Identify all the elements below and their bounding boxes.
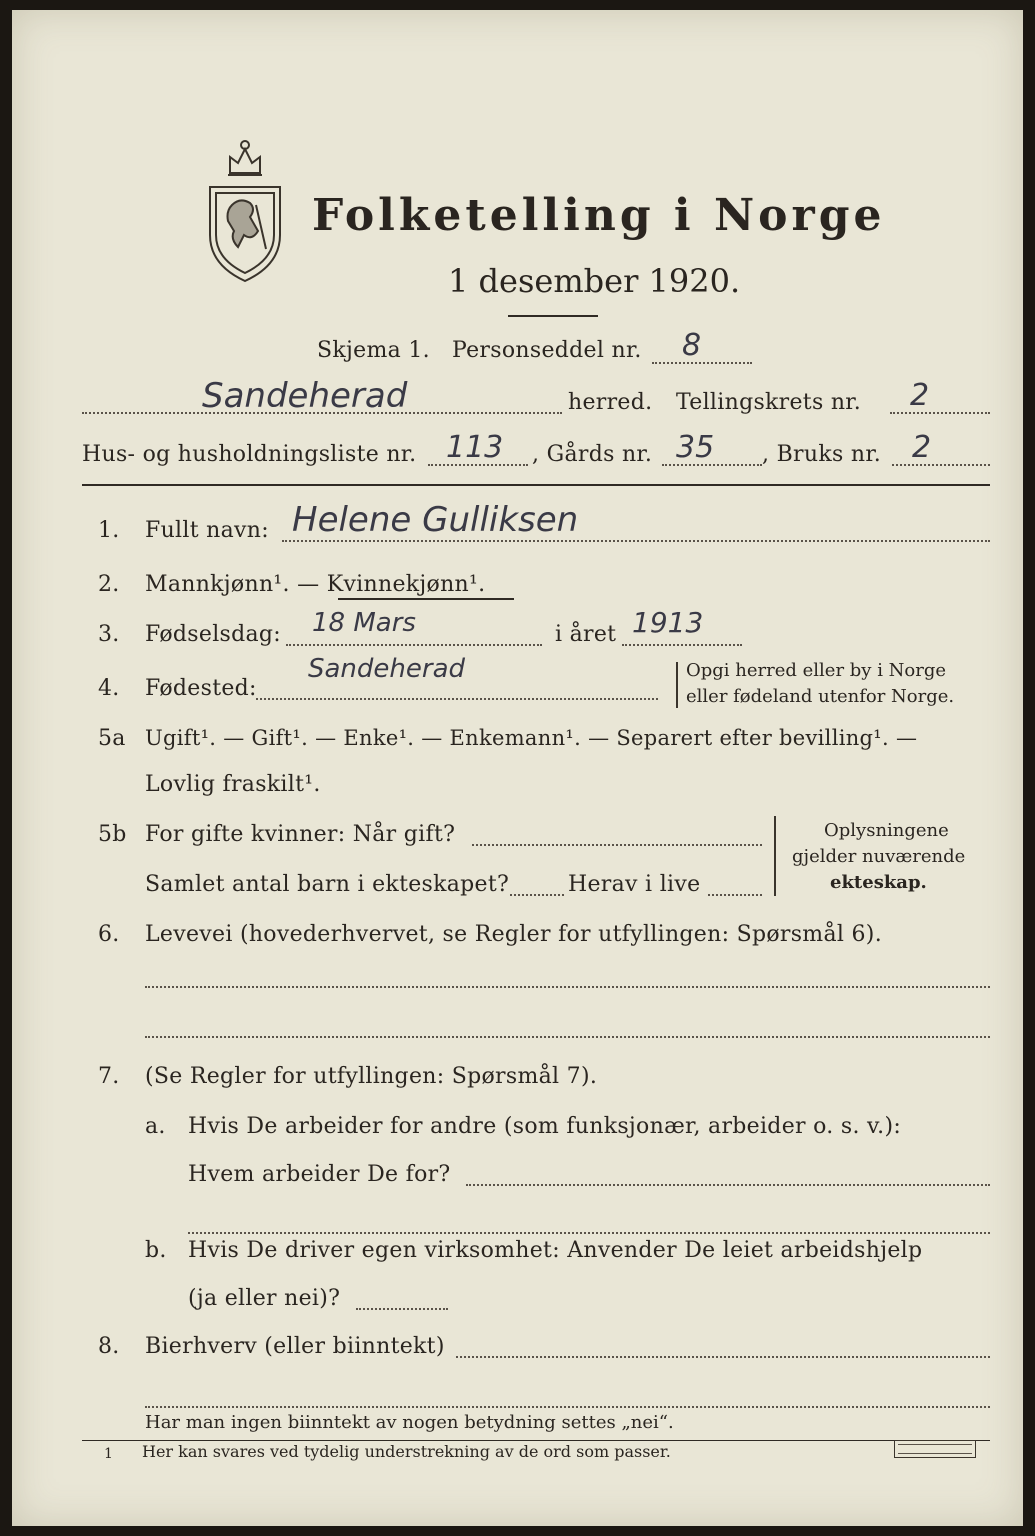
q4-value[interactable]: Sandeherad — [308, 654, 466, 684]
q6-label: Levevei (hovederhvervet, se Regler for utfyllingen: Spørsmål 6). — [145, 922, 882, 947]
q4-label: Fødested: — [145, 676, 257, 701]
footer-rule — [82, 1440, 990, 1441]
gards-value[interactable]: 35 — [676, 430, 715, 465]
q8-label: Bierhverv (eller biinntekt) — [145, 1334, 445, 1359]
q5b-number: 5b — [98, 822, 127, 847]
herred-value[interactable]: Sandeherad — [202, 376, 408, 416]
printer-stamp — [894, 1440, 976, 1458]
pencil-mark — [349, 96, 388, 140]
hus-label: Hus- og husholdningsliste nr. — [82, 442, 417, 467]
q5b-line2a: Samlet antal barn i ekteskapet? — [145, 872, 510, 897]
q7-number: 7. — [98, 1064, 120, 1089]
q5a-line1: Ugift¹. — Gift¹. — Enke¹. — Enkemann¹. — Separert efter bevilling¹. — — [145, 726, 918, 750]
gards-label: , Gårds nr. — [532, 442, 653, 467]
bruks-label: , Bruks nr. — [762, 442, 882, 467]
coat-of-arms-icon — [200, 135, 290, 285]
tellingskrets-label: Tellingskrets nr. — [676, 390, 861, 415]
q6-number: 6. — [98, 922, 120, 947]
q5b-note-line1: Oplysningene — [824, 820, 949, 841]
q7b-line1: Hvis De driver egen virksomhet: Anvender De leiet arbeidshjelp — [188, 1238, 923, 1263]
q2-underline — [338, 598, 514, 600]
schema-label: Skjema 1. — [317, 338, 430, 363]
census-date: 1 desember 1920. — [448, 262, 741, 300]
q5b-line2b: Herav i live — [568, 872, 701, 897]
q8-answer-line2[interactable] — [145, 1406, 990, 1408]
q3-number: 3. — [98, 622, 120, 647]
q3-year-value[interactable]: 1913 — [632, 606, 704, 639]
q7b-number: b. — [145, 1238, 167, 1263]
q8-number: 8. — [98, 1334, 120, 1359]
q1-number: 1. — [98, 518, 120, 543]
q5a-line2: Lovlig fraskilt¹. — [145, 772, 321, 797]
bruks-value[interactable]: 2 — [912, 430, 932, 465]
q7a-number: a. — [145, 1114, 166, 1139]
q7a-line2: Hvem arbeider De for? — [188, 1162, 451, 1187]
footnote-number: 1 — [104, 1446, 113, 1462]
q5b-note-line2: gjelder nuværende — [792, 846, 966, 867]
q4-number: 4. — [98, 676, 120, 701]
q7a-answer-line2[interactable] — [188, 1232, 990, 1234]
q6-answer-line2[interactable] — [145, 1036, 990, 1038]
q4-note-line2: eller fødeland utenfor Norge. — [686, 686, 955, 707]
q7a-line1: Hvis De arbeider for andre (som funksjonær, arbeider o. s. v.): — [188, 1114, 902, 1139]
q8-answer-line1[interactable] — [456, 1356, 990, 1358]
q7a-answer-line1[interactable] — [466, 1184, 990, 1186]
footnote-text: Her kan svares ved tydelig understrekning av de ord som passer. — [142, 1442, 671, 1461]
herred-label: herred. — [568, 390, 653, 415]
personseddel-value[interactable]: 8 — [682, 328, 702, 363]
form-title: Folketelling i Norge — [312, 190, 886, 241]
q4-note-line1: Opgi herred eller by i Norge — [686, 660, 947, 681]
q5b-line1: For gifte kvinner: Når gift? — [145, 822, 456, 847]
q5a-number: 5a — [98, 726, 126, 751]
q1-label: Fullt navn: — [145, 518, 269, 543]
census-form — [12, 10, 1023, 1526]
q2-label: Mannkjønn¹. — Kvinnekjønn¹. — [145, 572, 486, 597]
q5b-note-line3: ekteskap. — [830, 872, 927, 893]
hus-value[interactable]: 113 — [446, 430, 504, 465]
q1-value[interactable]: Helene Gulliksen — [292, 500, 579, 540]
header-rule — [82, 484, 990, 486]
q3-year-label: i året — [555, 622, 617, 647]
q3-label: Fødselsdag: — [145, 622, 282, 647]
q6-answer-line1[interactable] — [145, 986, 990, 988]
personseddel-label: Personseddel nr. — [452, 338, 642, 363]
q3-value[interactable]: 18 Mars — [312, 608, 416, 638]
q2-number: 2. — [98, 572, 120, 597]
tellingskrets-value[interactable]: 2 — [910, 378, 930, 413]
q7-label: (Se Regler for utfyllingen: Spørsmål 7). — [145, 1064, 598, 1089]
title-divider — [508, 315, 598, 317]
q7b-answer-line[interactable] — [356, 1308, 448, 1310]
q7b-line2: (ja eller nei)? — [188, 1286, 341, 1311]
q8-note: Har man ingen biinntekt av nogen betydning settes „nei“. — [145, 1412, 674, 1433]
